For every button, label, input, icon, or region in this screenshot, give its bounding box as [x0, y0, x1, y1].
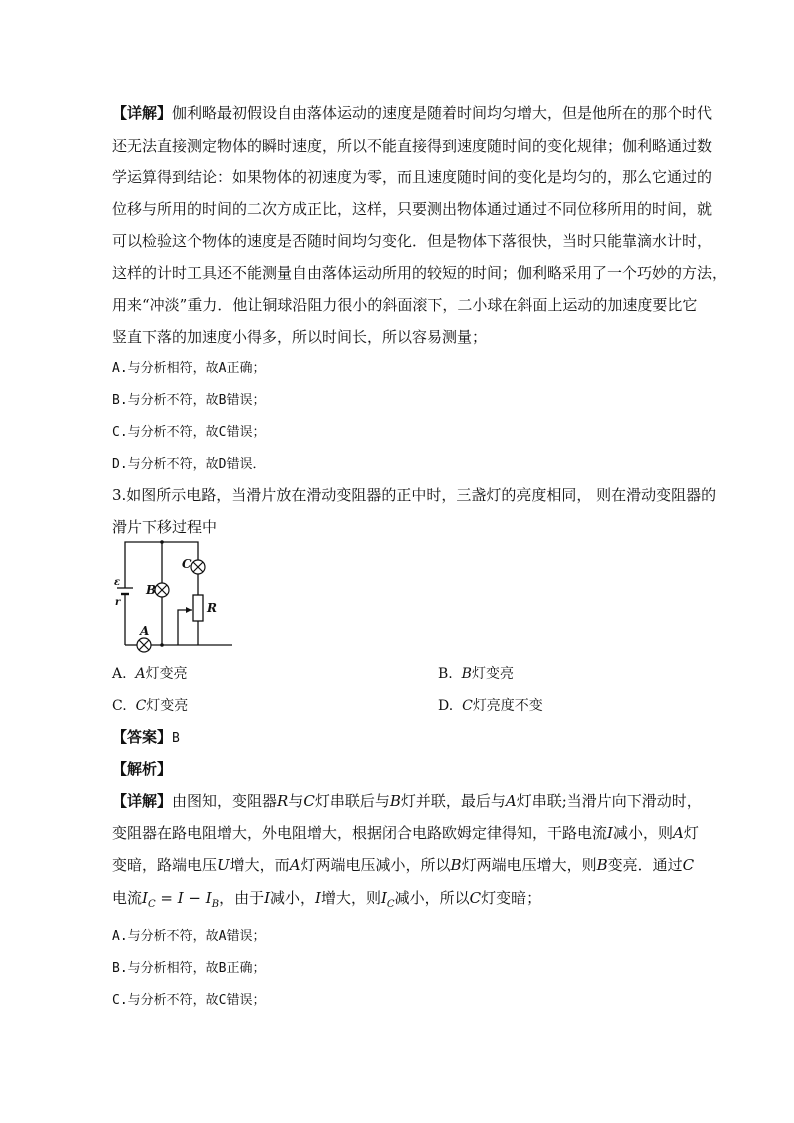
- question3-stem-line-1: 3.如图所示电路，当滑片放在滑动变阻器的正中时，三盏灯的亮度相同， 则在滑动变阻器的: [112, 486, 717, 504]
- detail1-line-1: 【详解】伽利略最初假设自由落体运动的速度是随着时间均匀增大，但是他所在的那个时代: [112, 104, 713, 122]
- label-r: R: [207, 601, 217, 615]
- slider-arrow: [186, 607, 192, 613]
- lamp-a: [137, 638, 151, 652]
- detail2-line-2: 变阻器在路电阻增大，外电阻增大，根据闭合电路欧姆定律得知，干路电流I减小，则A灯: [112, 824, 699, 842]
- label-emf: ε: [114, 577, 121, 588]
- detail1-line-5: 可以检验这个物体的速度是否随时间均匀变化．但是物体下落很快，当时只能靠滴水计时，: [112, 232, 713, 250]
- answer-label: 【答案】: [112, 728, 173, 746]
- junction-dot-top: [160, 540, 164, 544]
- circuit-diagram: [112, 538, 232, 653]
- junction-dot-bottom: [160, 643, 164, 647]
- lamp-c: [191, 560, 205, 574]
- analysis-label: 【解析】: [112, 760, 173, 778]
- detail2-option-b: B.与分析相符，故B正确；: [112, 961, 266, 976]
- detail1-line-8: 竖直下落的加速度小得多，所以时间长，所以容易测量；: [112, 328, 488, 346]
- detail2-option-c: C.与分析不符，故C错误；: [112, 993, 266, 1008]
- choice-c[interactable]: C. C灯变亮: [112, 698, 189, 714]
- answer-line: [112, 727, 692, 749]
- detail1-option-a: A.与分析相符，故A正确；: [112, 361, 266, 376]
- detail2-line-4: 电流$I_C = I - I_B$，由于I减小，I增大，则$I_C$减小，所以C灯变暗；: [112, 889, 542, 910]
- lamp-b: [155, 583, 169, 597]
- label-c: C: [182, 557, 192, 571]
- label-b: B: [146, 583, 157, 597]
- choice-d[interactable]: D. C灯亮度不变: [438, 698, 543, 714]
- question3-stem-line-2: 滑片下移过程中: [112, 518, 218, 536]
- answer-value: B: [172, 731, 180, 746]
- rheostat-body: [193, 595, 203, 621]
- label-internal-r: r: [115, 597, 121, 608]
- detail1-line-7: 用来“冲淡”重力．他让铜球沿阻力很小的斜面滚下，二小球在斜面上运动的加速度要比它: [112, 296, 698, 314]
- choice-b[interactable]: B. B灯变亮: [438, 666, 514, 682]
- detail1-line-6: 这样的计时工具还不能测量自由落体运动所用的较短的时间；伽利略采用了一个巧妙的方法，: [112, 264, 728, 282]
- detail1-line-4: 位移与所用的时间的二次方成正比，这样，只要测出物体通过通过不同位移所用的时间，就: [112, 200, 713, 218]
- detail1-option-d: D.与分析不符，故D错误．: [112, 457, 266, 472]
- detail1-label: 【详解】: [112, 104, 173, 122]
- detail2-line-3: 变暗，路端电压U增大，而A灯两端电压减小，所以B灯两端电压增大，则B变亮．通过C: [112, 856, 695, 874]
- detail1-line-3: 学运算得到结论：如果物体的初速度为零，而且速度随时间的变化是均匀的，那么它通过的: [112, 168, 713, 186]
- detail2-option-a: A.与分析不符，故A错误；: [112, 929, 266, 944]
- detail1-option-b: B.与分析不符，故B错误；: [112, 393, 266, 408]
- slider-wire: [178, 610, 192, 645]
- detail1-option-c: C.与分析不符，故C错误；: [112, 425, 266, 440]
- label-a: A: [140, 624, 150, 638]
- detail2-label: 【详解】: [112, 792, 173, 810]
- detail1-line-2: 还无法直接测定物体的瞬时速度，所以不能直接得到速度随时间的变化规律；伽利略通过数: [112, 137, 713, 155]
- choice-a[interactable]: A. A灯变亮: [112, 666, 188, 682]
- detail2-line-1: 【详解】由图知，变阻器R与C灯串联后与B灯并联，最后与A灯串联;当滑片向下滑动时，: [112, 792, 702, 810]
